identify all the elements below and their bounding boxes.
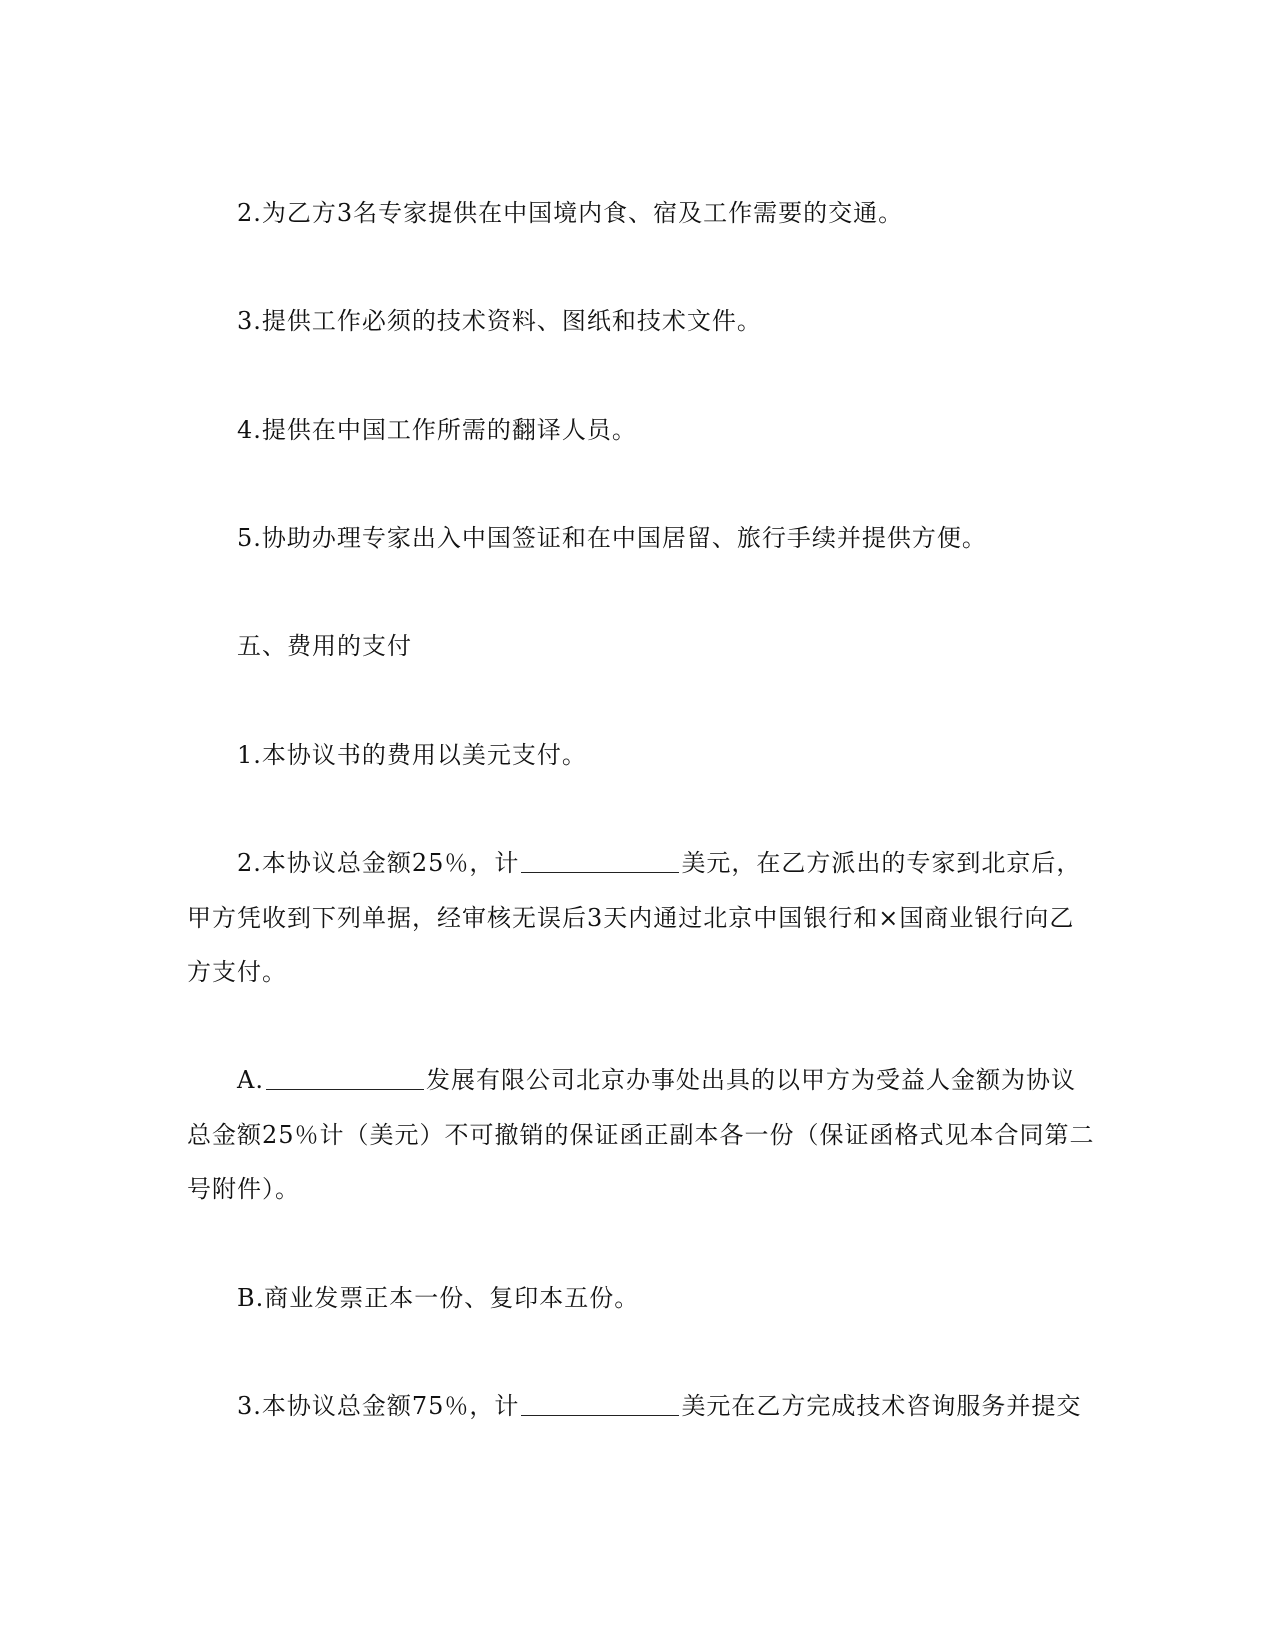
payment-clause-2-third-line: 方支付。 xyxy=(187,958,287,986)
company-name-blank-field xyxy=(266,1065,424,1090)
item-a-suffix: 发展有限公司北京办事处出具的以甲方为受益人金额为协议 xyxy=(425,1066,1076,1094)
clause-2-transport: 2.为乙方3名专家提供在中国境内食、宿及工作需要的交通。 xyxy=(237,199,904,227)
payment-clause-2-second-line: 甲方凭收到下列单据，经审核无误后3天内通过北京中国银行和×国商业银行向乙 xyxy=(187,904,1075,932)
item-a-second-line: 总金额25％计（美元）不可撤销的保证函正副本各一份（保证函格式见本合同第二 xyxy=(187,1121,1095,1149)
clause-4-translators: 4.提供在中国工作所需的翻译人员。 xyxy=(237,416,637,444)
amount-blank-field-2 xyxy=(521,1391,679,1416)
payment-clause-2-prefix: 2.本协议总金额25％，计 xyxy=(237,849,520,877)
payment-clause-1: 1.本协议书的费用以美元支付。 xyxy=(237,741,587,769)
item-b: B.商业发票正本一份、复印本五份。 xyxy=(237,1284,640,1312)
payment-clause-2-suffix: 美元，在乙方派出的专家到北京后， xyxy=(681,849,1082,877)
item-a-first-line xyxy=(237,1062,1076,1098)
section-heading-payment: 五、费用的支付 xyxy=(237,632,412,660)
clause-3-technical-docs: 3.提供工作必须的技术资料、图纸和技术文件。 xyxy=(237,307,762,335)
clause-5-visa: 5.协助办理专家出入中国签证和在中国居留、旅行手续并提供方便。 xyxy=(237,524,987,552)
item-a-prefix: A. xyxy=(237,1066,264,1094)
item-a-third-line: 号附件）。 xyxy=(187,1175,300,1203)
payment-clause-3-first-line xyxy=(237,1388,1081,1424)
payment-clause-2-first-line xyxy=(237,845,1081,881)
amount-blank-field xyxy=(521,848,679,873)
payment-clause-3-suffix: 美元在乙方完成技术咨询服务并提交 xyxy=(681,1392,1082,1420)
payment-clause-3-prefix: 3.本协议总金额75％，计 xyxy=(237,1392,520,1420)
